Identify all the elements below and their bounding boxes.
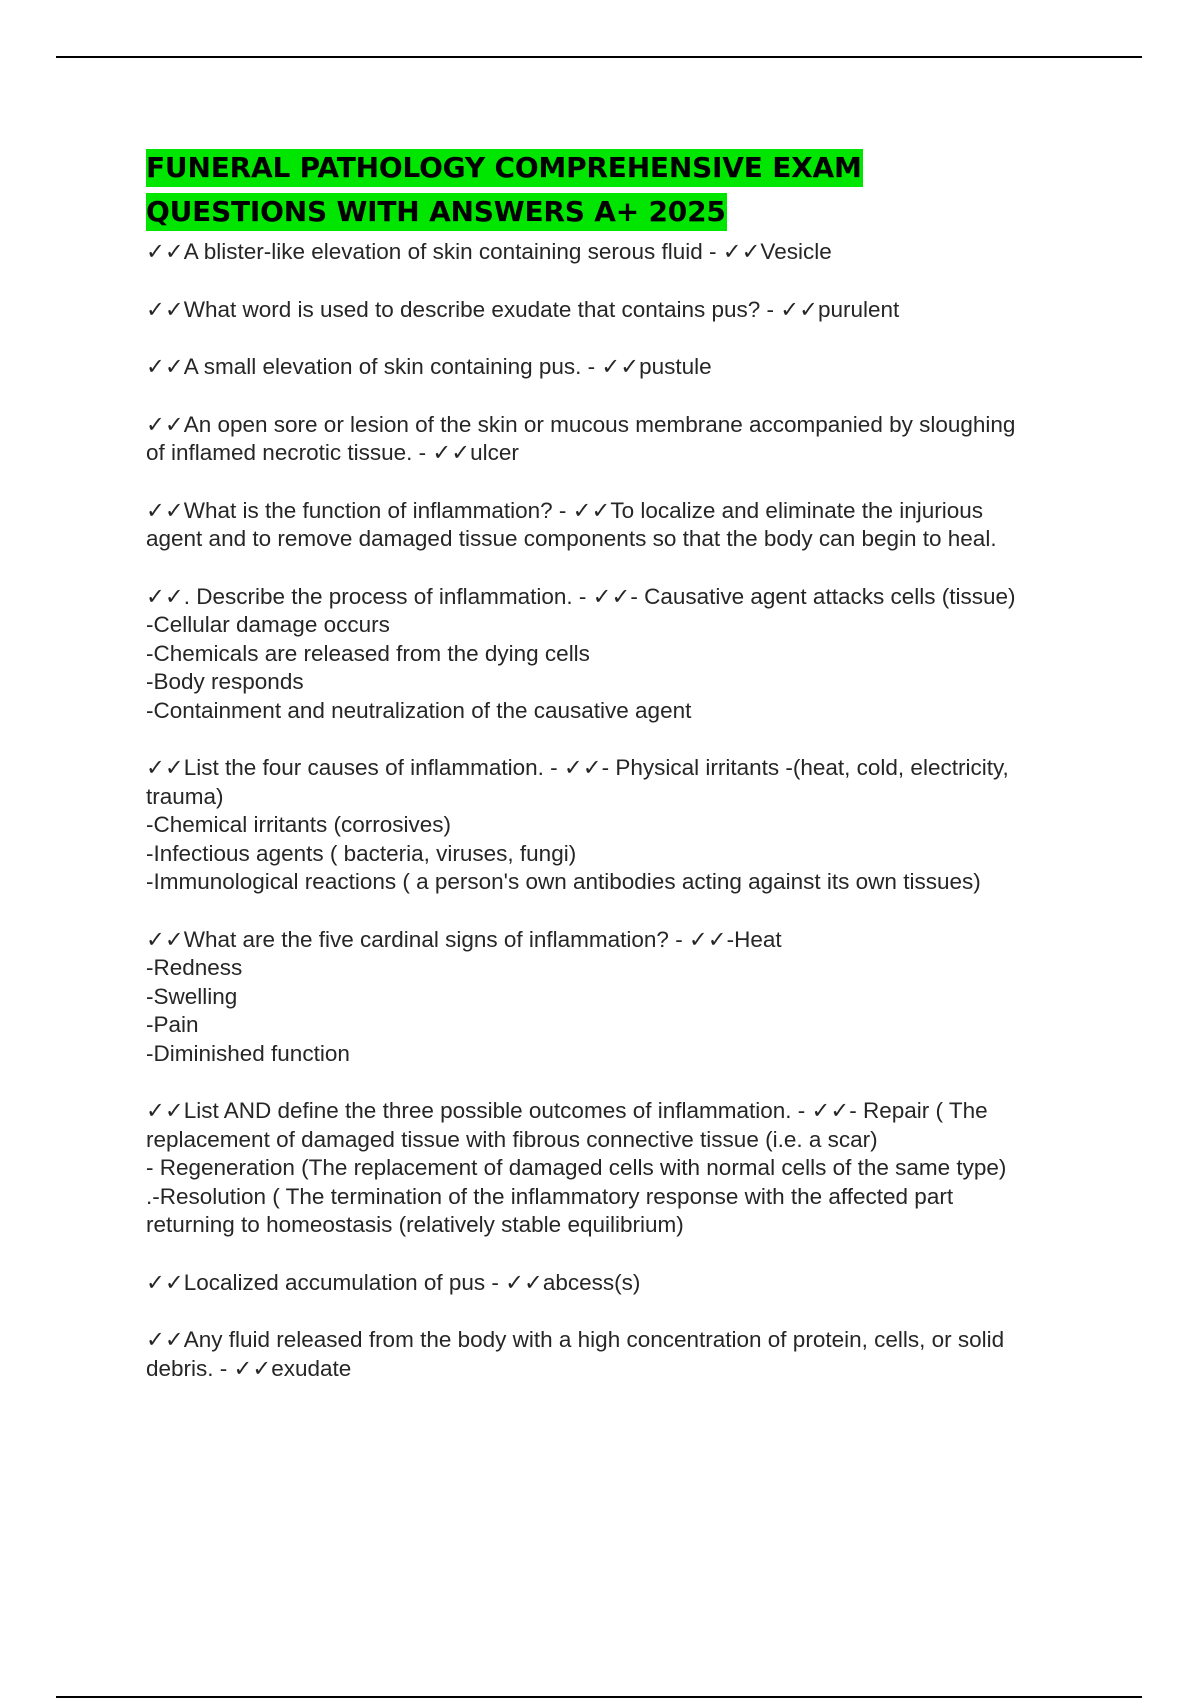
qa-line: ✓✓Localized accumulation of pus - ✓✓abcess(s) <box>146 1269 641 1295</box>
qa-line: ✓✓List AND define the three possible outcomes of inflammation. - ✓✓- Repair ( The <box>146 1098 988 1123</box>
qa-line: ✓✓A blister-like elevation of skin containing serous fluid - ✓✓Vesicle <box>146 239 832 264</box>
qa-line: trauma) <box>146 783 224 809</box>
qa-line: -Infectious agents ( bacteria, viruses, fungi) <box>146 840 577 866</box>
qa-line: ✓✓Any fluid released from the body with a high concentration of protein, cells, or solid <box>146 1327 1005 1352</box>
qa-line: -Chemicals are released from the dying cells <box>146 640 590 666</box>
qa-line: ✓✓An open sore or lesion of the skin or mucous membrane accompanied by sloughing <box>146 411 1016 437</box>
qa-item <box>146 926 1086 1069</box>
qa-item <box>146 411 1086 468</box>
qa-line: returning to homeostasis (relatively stable equilibrium) <box>146 1212 684 1237</box>
qa-line: ✓✓List the four causes of inflammation. - ✓✓- Physical irritants -(heat, cold, electricity, <box>146 755 1009 780</box>
qa-line: of inflamed necrotic tissue. - ✓✓ulcer <box>146 440 519 465</box>
qa-line: debris. - ✓✓exudate <box>146 1355 352 1381</box>
document-body <box>146 146 1086 1383</box>
qa-line: ✓✓What is the function of inflammation? - ✓✓To localize and eliminate the injurious <box>146 497 984 523</box>
qa-line: -Body responds <box>146 669 304 694</box>
qa-line: -Cellular damage occurs <box>146 612 390 637</box>
title-line-2: QUESTIONS WITH ANSWERS A+ 2025 <box>146 193 727 231</box>
qa-line: -Immunological reactions ( a person's own antibodies acting against its own tissues) <box>146 869 981 894</box>
qa-line: -Redness <box>146 955 243 980</box>
qa-line: -Diminished function <box>146 1040 350 1066</box>
bottom-rule <box>56 1696 1142 1698</box>
qa-line: ✓✓What are the five cardinal signs of inflammation? - ✓✓-Heat <box>146 926 782 952</box>
qa-line: - Regeneration (The replacement of damaged cells with normal cells of the same type) <box>146 1155 1007 1180</box>
document-title <box>146 146 1086 234</box>
qa-line: ✓✓A small elevation of skin containing pus. - ✓✓pustule <box>146 354 712 379</box>
qa-line: ✓✓What word is used to describe exudate that contains pus? - ✓✓purulent <box>146 296 900 322</box>
qa-line: -Pain <box>146 1012 199 1037</box>
qa-line: .-Resolution ( The termination of the inflammatory response with the affected part <box>146 1183 954 1209</box>
qa-item <box>146 497 1086 554</box>
qa-line: replacement of damaged tissue with fibrous connective tissue (i.e. a scar) <box>146 1126 878 1152</box>
qa-line: agent and to remove damaged tissue components so that the body can begin to heal. <box>146 526 997 551</box>
qa-item <box>146 754 1086 897</box>
qa-item <box>146 583 1086 726</box>
qa-line: -Chemical irritants (corrosives) <box>146 812 452 837</box>
qa-item <box>146 238 1086 267</box>
qa-item <box>146 1326 1086 1383</box>
qa-line: -Containment and neutralization of the causative agent <box>146 697 692 723</box>
qa-item <box>146 1269 1086 1298</box>
qa-item <box>146 353 1086 382</box>
qa-line: ✓✓. Describe the process of inflammation. - ✓✓- Causative agent attacks cells (tissue) <box>146 583 1016 609</box>
qa-item <box>146 1097 1086 1240</box>
title-line-1: FUNERAL PATHOLOGY COMPREHENSIVE EXAM <box>146 149 863 187</box>
qa-line: -Swelling <box>146 983 238 1009</box>
top-rule <box>56 56 1142 58</box>
qa-item <box>146 296 1086 325</box>
qa-list <box>146 238 1086 1383</box>
